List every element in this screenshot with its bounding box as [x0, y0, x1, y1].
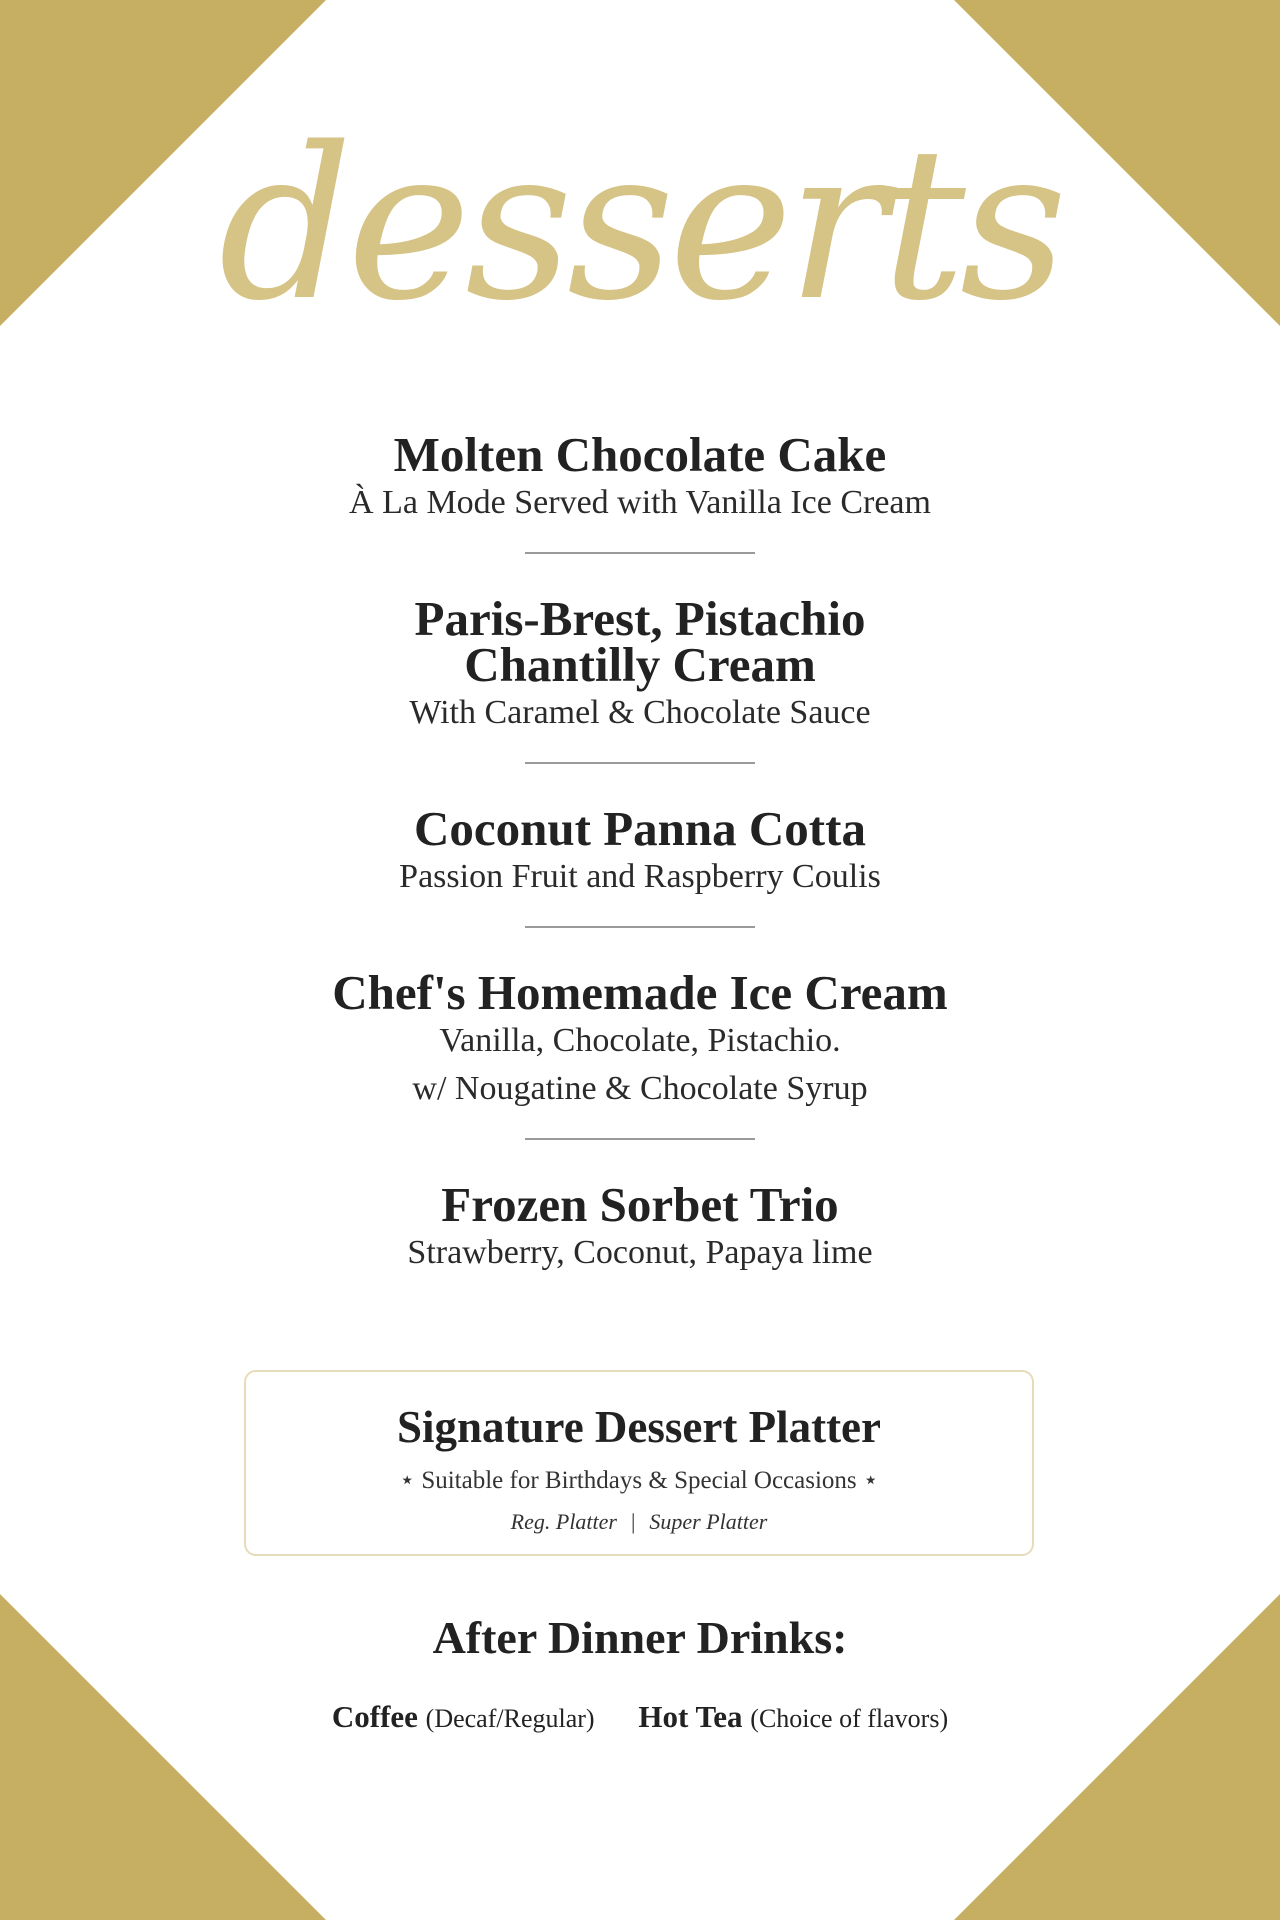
platter-options: [246, 1508, 1032, 1536]
menu-item: [240, 591, 1040, 736]
drink-note: (Decaf/Regular): [425, 1704, 595, 1733]
dessert-menu: [240, 427, 1040, 1276]
divider: [525, 762, 755, 764]
drink-item-coffee: [332, 1695, 595, 1741]
menu-item-name-line-1: Paris-Brest, Pistachio: [414, 591, 866, 646]
menu-item-description: With Caramel & Chocolate Sauce: [409, 694, 871, 731]
drink-name: Hot Tea: [638, 1699, 743, 1734]
drinks-heading: After Dinner Drinks:: [432, 1612, 848, 1663]
menu-item-description-line-2: w/ Nougatine & Chocolate Syrup: [412, 1070, 868, 1107]
drink-item-hot-tea: [638, 1695, 948, 1741]
platter-option-separator: |: [630, 1509, 636, 1534]
platter-note: ⋆ Suitable for Birthdays & Special Occasions ⋆: [399, 1467, 879, 1494]
menu-item: [240, 1177, 1040, 1276]
menu-item-description-line-1: Vanilla, Chocolate, Pistachio.: [439, 1022, 841, 1059]
menu-item-name: Coconut Panna Cotta: [414, 801, 866, 856]
drink-name: Coffee: [331, 1699, 418, 1734]
signature-platter-box: [244, 1370, 1034, 1556]
menu-item-description: À La Mode Served with Vanilla Ice Cream: [349, 484, 931, 521]
menu-item-name: Molten Chocolate Cake: [393, 427, 887, 482]
divider: [525, 1138, 755, 1140]
divider: [525, 552, 755, 554]
menu-item: [240, 801, 1040, 900]
platter-option-regular: Reg. Platter: [510, 1509, 617, 1534]
menu-item-description: Strawberry, Coconut, Papaya lime: [407, 1234, 873, 1271]
menu-item-name-line-2: Chantilly Cream: [464, 637, 816, 692]
menu-item-description: Passion Fruit and Raspberry Coulis: [399, 858, 881, 895]
drink-note: (Choice of flavors): [750, 1704, 949, 1733]
menu-item-name: Frozen Sorbet Trio: [441, 1177, 839, 1232]
page-title: desserts: [218, 102, 1062, 347]
drinks-list: [0, 1695, 1280, 1741]
platter-option-super: Super Platter: [649, 1509, 768, 1534]
menu-item-name: Chef's Homemade Ice Cream: [332, 965, 948, 1020]
divider: [525, 926, 755, 928]
menu-item: [240, 965, 1040, 1112]
platter-title: Signature Dessert Platter: [396, 1402, 882, 1452]
menu-item: [240, 427, 1040, 526]
